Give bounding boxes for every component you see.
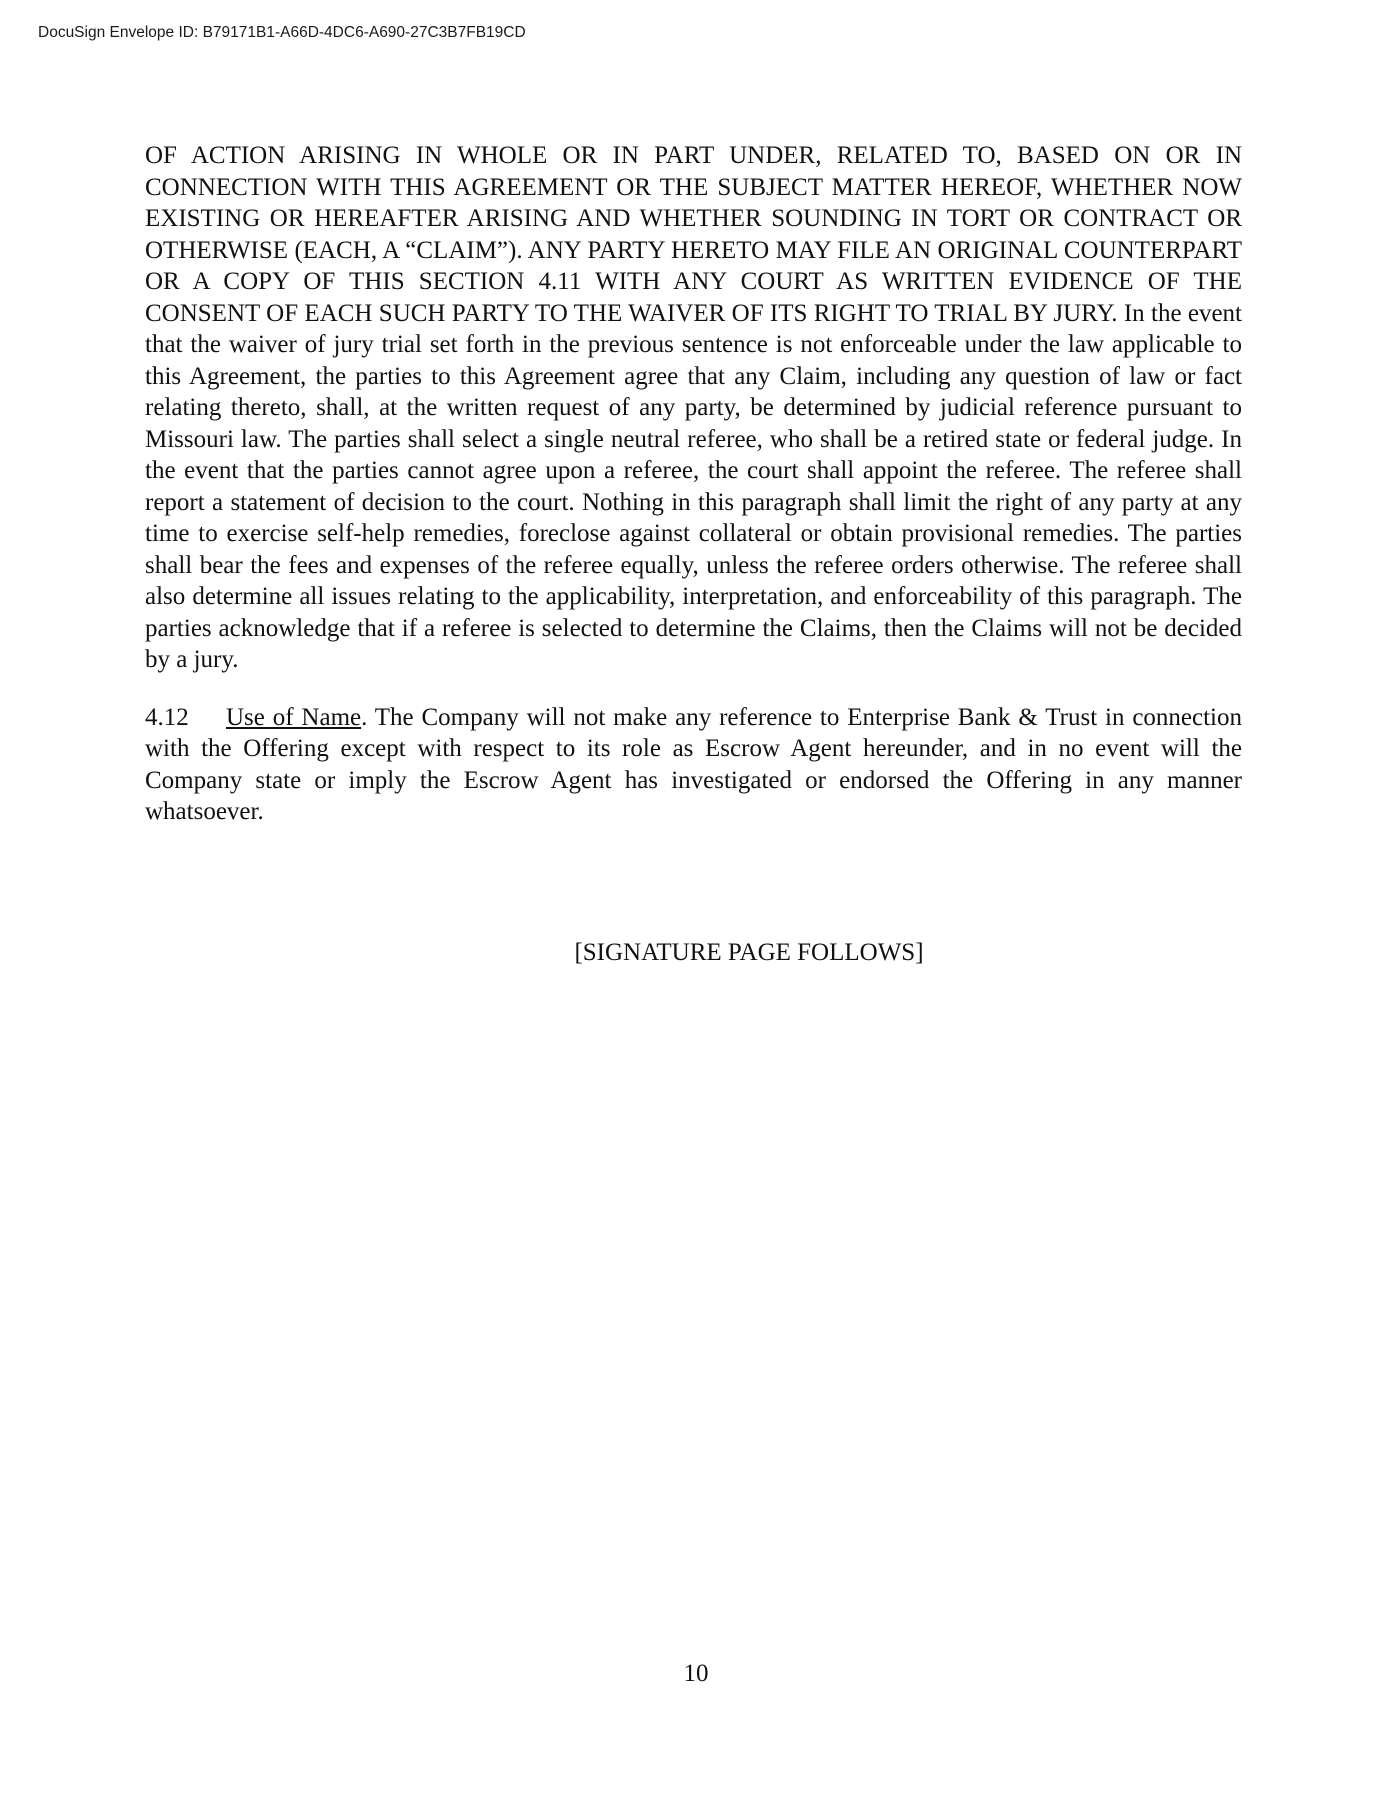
- section-text: . The Company will not make any reference to Enterprise Bank & Trust in connection with the Offering except with respect to its role as Escrow Agent hereunder, and in no event will the Company state or imply the Escrow Agent has investigated or endorsed the Offering in any manner whatsoever.: [145, 703, 1243, 825]
- section-heading: Use of Name: [226, 703, 362, 731]
- paragraph-jury-waiver: OF ACTION ARISING IN WHOLE OR IN PART UNDER, RELATED TO, BASED ON OR IN CONNECTION WITH THIS AGREEMENT OR THE SUBJECT MATTER HEREOF, WHETHER NOW EXISTING OR HEREAFTER ARISING AND WHETHER SOUNDING IN TORT OR CONTRACT OR OTHERWISE (EACH, A “CLAIM”). ANY PARTY HERETO MAY FILE AN ORIGINAL COUNTERPART OR A COPY OF THIS SECTION 4.11 WITH ANY COURT AS WRITTEN EVIDENCE OF THE CONSENT OF EACH SUCH PARTY TO THE WAIVER OF ITS RIGHT TO TRIAL BY JURY. In the event that the waiver of jury trial set forth in the previous sentence is not enforceable under the law applicable to this Agreement, the parties to this Agreement agree that any Claim, including any question of law or fact relating thereto, shall, at the written request of any party, be determined by judicial reference pursuant to Missouri law. The parties shall select a single neutral referee, who shall be a retired state or federal judge. In the event that the parties cannot agree upon a referee, the court shall appoint the referee. The referee shall report a statement of decision to the court. Nothing in this paragraph shall limit the right of any party at any time to exercise self-help remedies, foreclose against collateral or obtain provisional remedies. The parties shall bear the fees and expenses of the referee equally, unless the referee orders otherwise. The referee shall also determine all issues relating to the applicability, interpretation, and enforceability of this paragraph. The parties acknowledge that if a referee is selected to determine the Claims, then the Claims will not be decided by a jury.: [145, 142, 1242, 673]
- document-body: [145, 140, 1242, 828]
- docusign-envelope-id: DocuSign Envelope ID: B79171B1-A66D-4DC6-A690-27C3B7FB19CD: [38, 24, 526, 41]
- section-4-12: [145, 702, 1242, 828]
- signature-page-note: [SIGNATURE PAGE FOLLOWS]: [574, 939, 924, 966]
- section-number: 4.12: [145, 703, 189, 731]
- page-number: 10: [683, 1660, 709, 1687]
